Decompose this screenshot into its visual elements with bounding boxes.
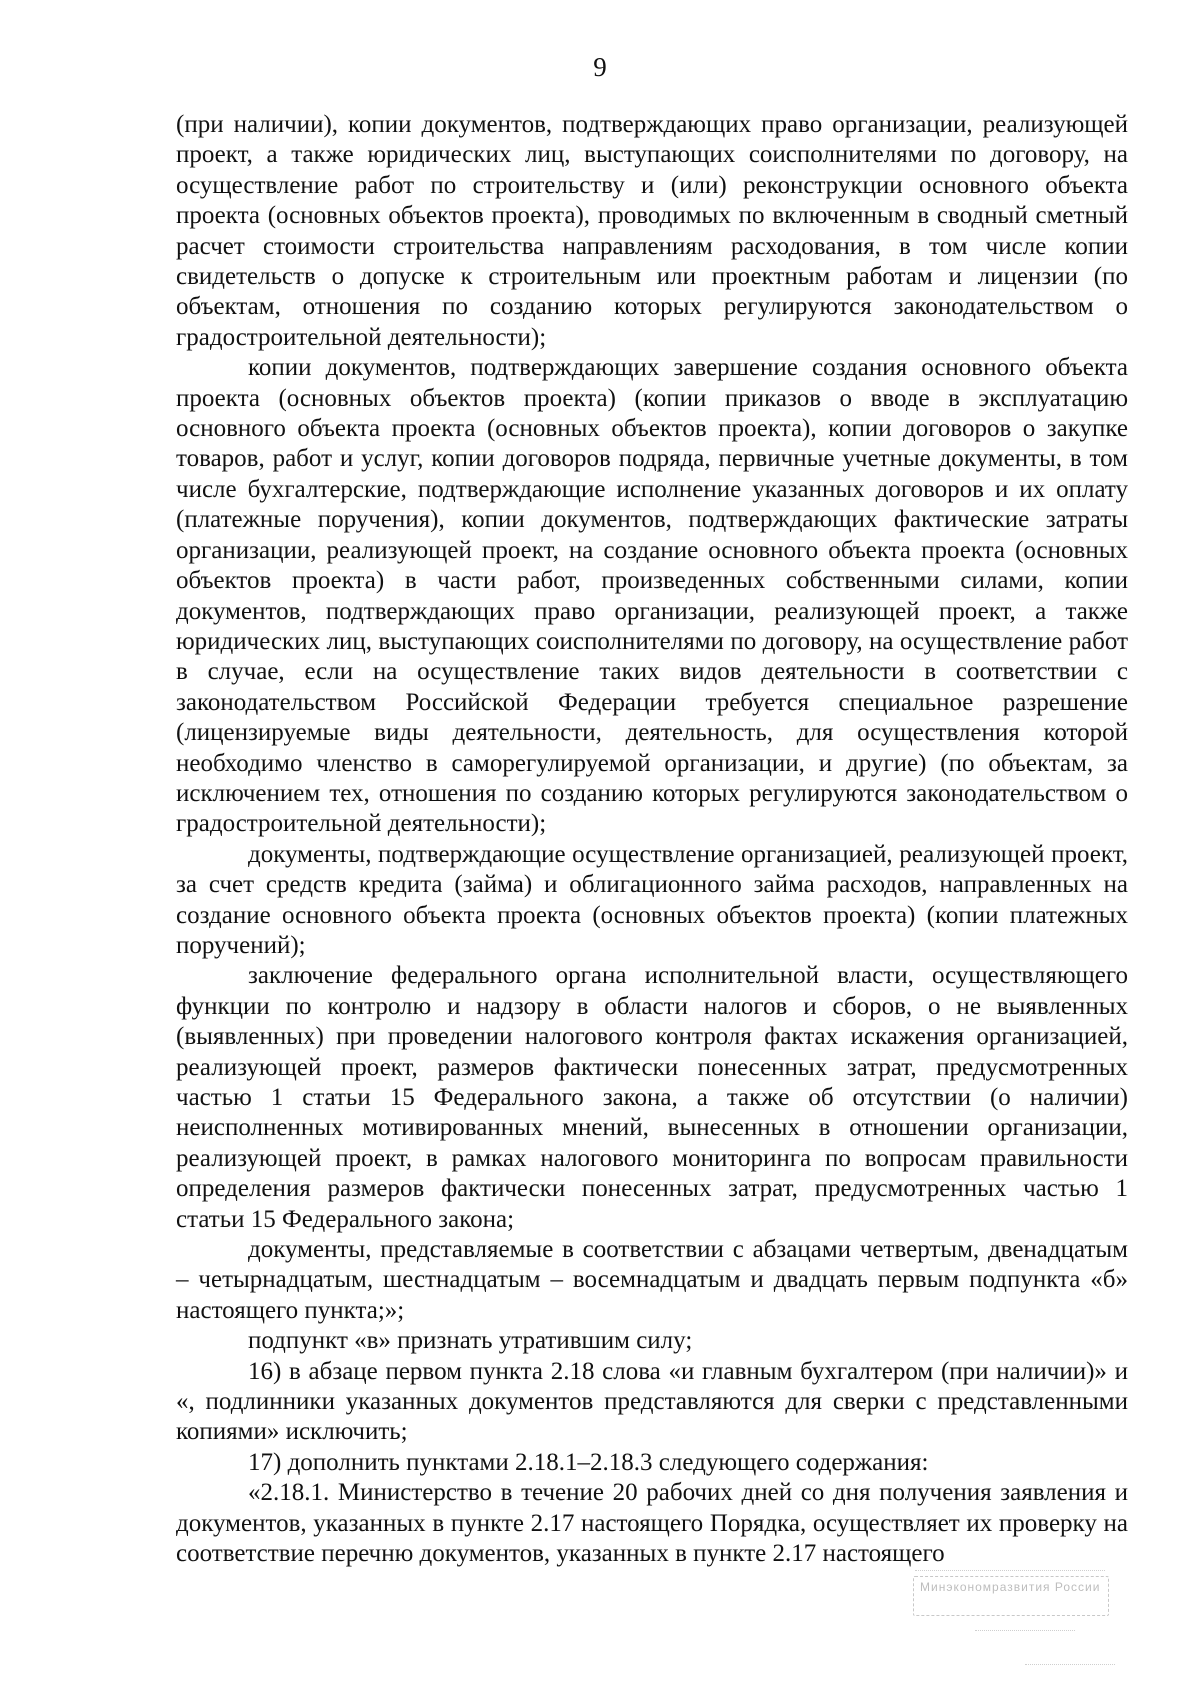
paragraph-6: подпункт «в» признать утратившим силу; [248,1327,693,1355]
paragraph-9: «2.18.1. Министерство в течение 20 рабочих дней со дня получения заявления и документов, указанных в пункте 2.17 настоящего Порядка, осуществляет их проверку на соответствие перечню документов, указанных в пункте 2.17 настоящего [176,1479,1128,1568]
paragraph-4: заключение федерального органа исполнительной власти, осуществляющего функции по контролю и надзору в области налогов и сборов, о не выявленных (выявленных) при проведении налогового контроля фактах искажения организацией, реализующей проект, размеров фактически понесенных затрат, предусмотренных частью 1 статьи 15 Федерального закона, а также об отсутствии (о наличии) неисполненных мотивированных мнений, вынесенных в отношении организации, реализующей проект, в рамках налогового мониторинга по вопросам правильности определения размеров фактически понесенных затрат, предусмотренных частью 1 статьи 15 Федерального закона; [176,962,1128,1233]
paragraph-1: (при наличии), копии документов, подтверждающих право организации, реализующей проект, а также юридических лиц, выступающих соисполнителями по договору, на осуществление работ по строительству и (или) реконструкции основного объекта проекта (основных объектов проекта), проводимых по включенным в сводный сметный расчет стоимости строительства направлениям расходования, в том числе копии свидетельств о допуске к строительным или проектным работам и лицензии (по объектам, отношения по созданию которых регулируются законодательством о градостроительной деятельности); [176,111,1128,351]
paragraph-3: документы, подтверждающие осуществление организацией, реализующей проект, за счет средств кредита (займа) и облигационного займа расходов, направленных на создание основного объекта проекта (основных объектов проекта) (копии платежных поручений); [176,840,1128,959]
paragraph-8: 17) дополнить пунктами 2.18.1–2.18.3 следующего содержания: [248,1448,929,1476]
stamp-bottom-line [1025,1664,1115,1665]
stamp-box [913,1576,1109,1616]
document-body [176,110,1128,1570]
paragraph-2: копии документов, подтверждающих завершение создания основного объекта проекта (основных объектов проекта) (копии приказов о вводе в эксплуатацию основного объекта проекта (основных объектов проекта), копии договоров о закупке товаров, работ и услуг, копии договоров подряда, первичные учетные документы, в том числе бухгалтерские, подтверждающие исполнение указанных договоров и их оплату (платежные поручения), копии документов, подтверждающих фактические затраты организации, реализующей проект, на создание основного объекта проекта (основных объектов проекта) в части работ, произведенных собственными силами, копии документов, подтверждающих право организации, реализующей проект, а также юридических лиц, выступающих соисполнителями по договору, на осуществление работ в случае, если на осуществление таких видов деятельности в соответствии с законодательством Российской Федерации требуется специальное разрешение (лицензируемые виды деятельности, деятельность, для осуществления которой необходимо членство в саморегулируемой организации, и другие) (по объектам, за исключением тех, отношения по созданию которых регулируются законодательством о градостроительной деятельности); [176,354,1128,838]
stamp-text: Минэкономразвития России [920,1580,1101,1594]
paragraph-5: документы, представляемые в соответствии с абзацами четвертым, двенадцатым – четырнадцатым, шестнадцатым – восемнадцатым и двадцать первым подпункта «б» настоящего пункта;»; [176,1236,1128,1324]
paragraph-7: 16) в абзаце первом пункта 2.18 слова «и главным бухгалтером (при наличии)» и «, подлинники указанных документов представляются для сверки с представленными копиями» исключить; [176,1357,1128,1446]
stamp-mid-line [975,1630,1075,1631]
faded-stamp [905,1568,1123,1678]
stamp-top-line [915,1570,1105,1571]
page-number: 9 [593,52,607,82]
